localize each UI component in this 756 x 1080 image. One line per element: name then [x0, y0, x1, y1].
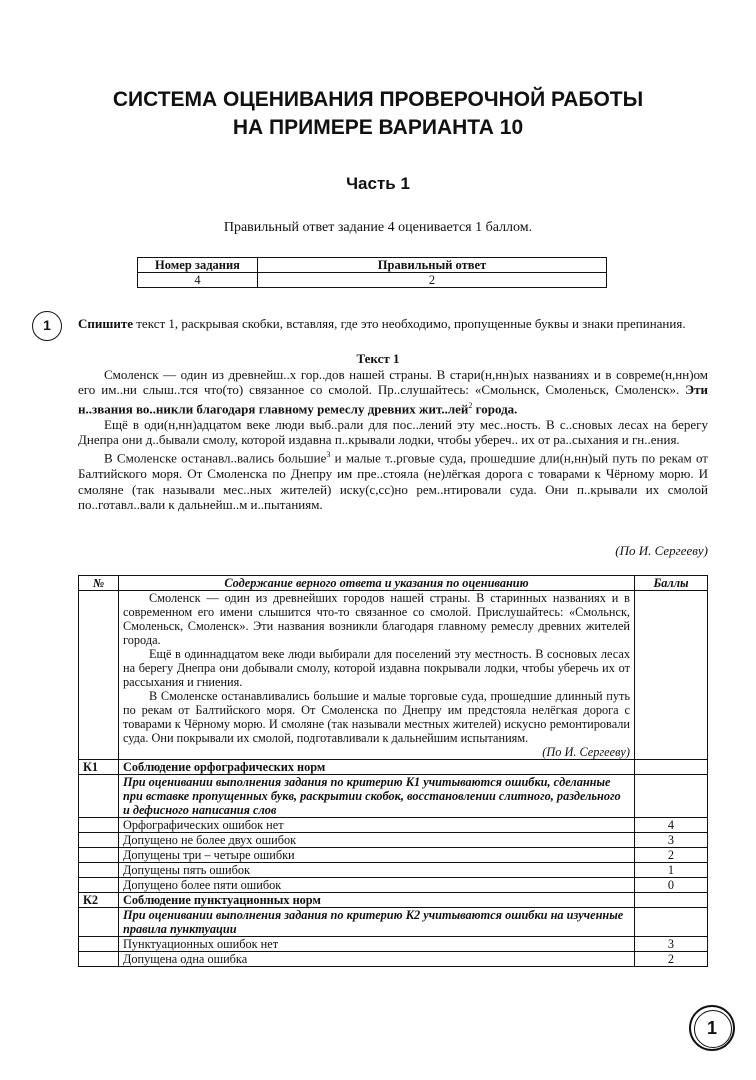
table-row: Допущены три – четыре ошибки 2	[79, 848, 708, 863]
page-title	[0, 86, 756, 142]
part-heading: Часть 1	[346, 174, 410, 193]
k2-code: К2	[79, 893, 119, 908]
scoring-table-header	[79, 576, 708, 591]
page-number: 1	[689, 1005, 735, 1051]
title-line-1: СИСТЕМА ОЦЕНИВАНИЯ ПРОВЕРОЧНОЙ РАБОТЫ	[112, 88, 644, 111]
exercise-paragraph-2: Ещё в оди(н,нн)адцатом веке люди выб..рали для пос..лений эту мес..ность. В с..сновых лесах на берегу Днепра они д..бывали смолу, которой издавна п..крывали лодки, чтобы убереч.. их от ра..сыхания и гн..ения.	[78, 416, 708, 447]
title-line-2: НА ПРИМЕРЕ ВАРИАНТА 10	[232, 116, 524, 139]
criterion-k2-row	[79, 893, 708, 908]
table-row: Допущена одна ошибка 2	[79, 952, 708, 967]
text-source: (По И. Сергееву)	[615, 543, 708, 558]
answer-table-task: 4	[138, 273, 258, 288]
answer-table-header-answer: Правильный ответ	[258, 258, 607, 273]
task-instruction-verb: Спишите	[78, 316, 133, 331]
k1-instruction: При оценивании выполнения задания по критерию К1 учитываются ошибки, сделанные при вставке пропущенных букв, раскрытии скобок, восстановлении слитного, раздельного и дефисного написания слов	[119, 775, 635, 818]
criterion-k1-row	[79, 760, 708, 775]
table-row: Орфографических ошибок нет 4	[79, 818, 708, 833]
k2-instruction: При оценивании выполнения задания по критерию К2 учитываются ошибки на изученные правила пунктуации	[119, 908, 635, 937]
header-content: Содержание верного ответа и указания по оцениванию	[119, 576, 635, 591]
k2-instruction-row	[79, 908, 708, 937]
correct-answer-text: Смоленск — один из древнейших городов нашей страны. В старинных названиях и в современном его имени слышится что-то связанное со смолой. Прислушайтесь: «Смольнск, Смоленьск, Смоленск». Эти названия возникли благодаря главному ремеслу древних жителей города. Ещё в одиннадцатом веке люди выбирали для поселений эту местность. В сосновых лесах на берегу Днепра они добывали смолу, которой издавна покрывали лодки, чтобы уберечь их от рассыхания и гниения. В Смоленске останавливались большие и малые торговые суда, прошедшие длинный путь по рекам от Балтийского моря. От Смоленска по Днепру им предстояла нелёгкая дорога с товарами к Чёрному морю. И смоляне (так называли местных жителей) искусно ремонтировали суда. Они покрывали их смолой, подготавливали к дальнейшим испытаниям. (По И. Сергееву)	[119, 591, 635, 760]
scoring-table	[78, 575, 708, 967]
header-number: №	[79, 576, 119, 591]
exercise-text	[78, 367, 708, 512]
answer-table-answer: 2	[258, 273, 607, 288]
task-number-badge: 1	[32, 311, 62, 341]
table-row: Пунктуационных ошибок нет 3	[79, 937, 708, 952]
answer-table	[137, 257, 607, 288]
answer-row	[79, 591, 708, 760]
table-row: Допущено более пяти ошибок 0	[79, 878, 708, 893]
k1-instruction-row	[79, 775, 708, 818]
exercise-paragraph-3: В Смоленске останавл..вались большие$^3$ и малые т..рговые суда, прошедшие дли(н,нн)ый путь по рекам от Балтийского моря. От Смоленска по Днепру им пре..стояла (не)лёгкая дорога с товарами к Чёрному морю. И смоляне (так называли мес..ных жителей) иску(с,сс)но рем..нтировали суда. Они п..крывали их смолой по..готавл..вали к дальнейш..м и..пытаниям.	[78, 450, 708, 512]
task-instruction	[78, 316, 708, 331]
k1-code: К1	[79, 760, 119, 775]
header-score: Баллы	[635, 576, 708, 591]
scoring-note: Правильный ответ задание 4 оценивается 1 баллом.	[223, 220, 533, 235]
text-title: Текст 1	[356, 351, 400, 366]
answer-source: (По И. Сергееву)	[542, 745, 630, 759]
exercise-paragraph-1: Смоленск — один из древнейш..х гор..дов нашей страны. В стари(н,нн)ых названиях и в совреме(н,нн)ом его им..ни слыш..тся что(то) связанное со смолой. Пр..слушайтесь: «Смольнск, Смоленьск, Смоленск». Эти н..звания во..никли благодаря главному ремеслу древних жит..лей$^2$ города.	[78, 367, 708, 417]
k2-title: Соблюдение пунктуационных норм	[119, 893, 635, 908]
task-instruction-rest: текст 1, раскрывая скобки, вставляя, где это необходимо, пропущенные буквы и знаки препинания.	[133, 316, 686, 331]
answer-table-header-task: Номер задания	[138, 258, 258, 273]
table-row: Допущены пять ошибок 1	[79, 863, 708, 878]
k1-title: Соблюдение орфографических норм	[119, 760, 635, 775]
table-row: Допущено не более двух ошибок 3	[79, 833, 708, 848]
